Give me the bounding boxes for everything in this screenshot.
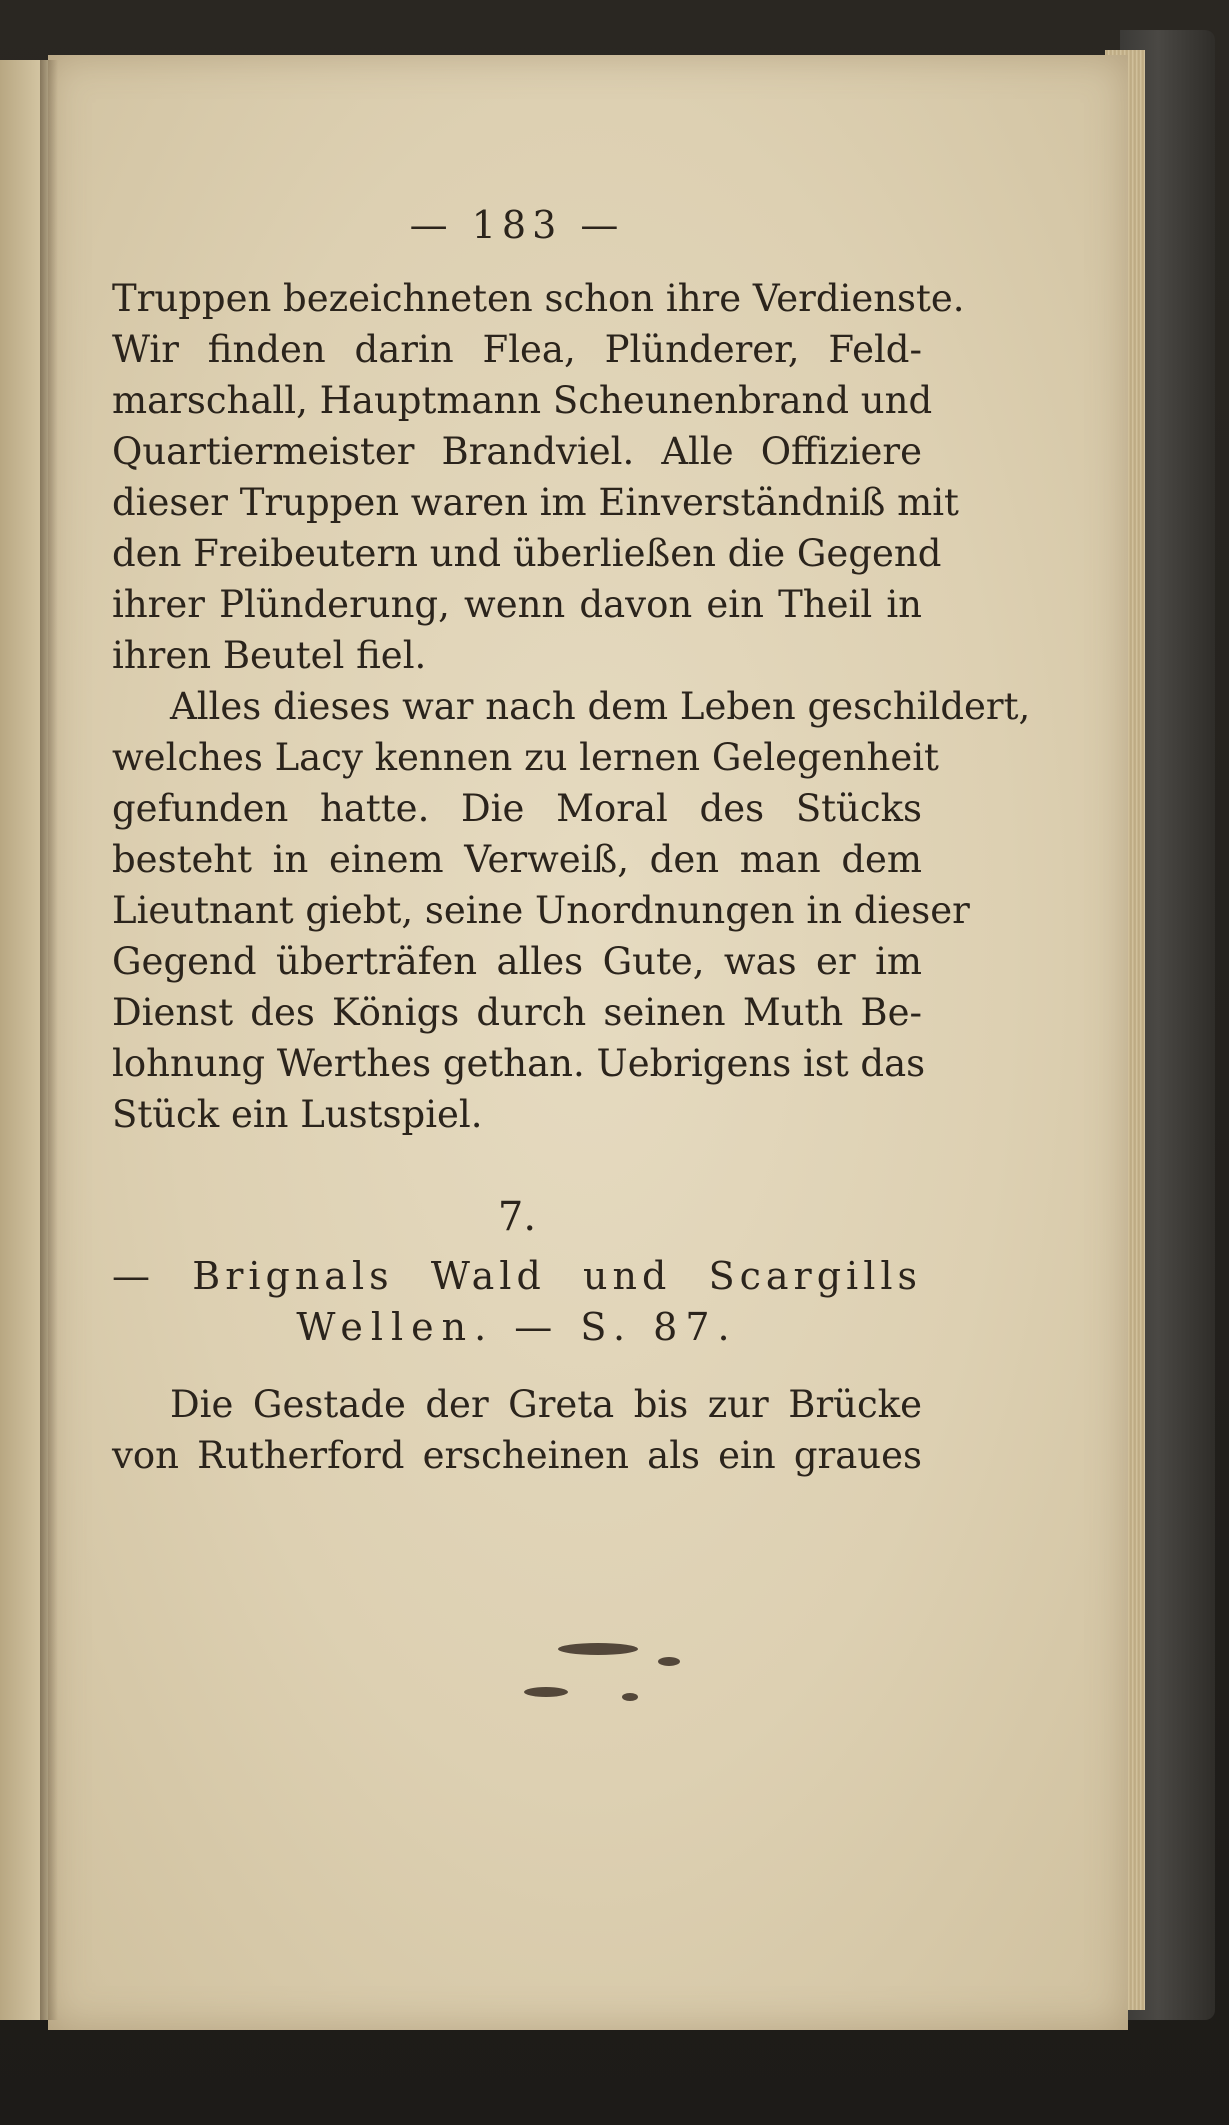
paragraph (112, 1379, 922, 1481)
text-line: dieser Truppen waren im Einverständniß mit (112, 481, 959, 524)
ink-smudge (658, 1657, 680, 1666)
heading-line: — Brignals Wald und Scargills (112, 1254, 922, 1298)
paragraph (112, 273, 965, 681)
text-line: Gegend überträfen alles Gute, was er im (112, 940, 922, 983)
text-line: Truppen bezeichneten schon ihre Verdienste. (112, 277, 965, 320)
text-line: Alles dieses war nach dem Leben geschildert, (170, 685, 1031, 728)
text-line: marschall, Hauptmann Scheunenbrand und (112, 379, 933, 422)
text-line: ihrer Plünderung, wenn davon ein Theil in (112, 583, 922, 626)
section-heading (112, 1251, 922, 1353)
text-line: besteht in einem Verweiß, den man dem (112, 838, 922, 881)
text-line: ihren Beutel fiel. (112, 634, 427, 677)
text-line: gefunden hatte. Die Moral des Stücks (112, 787, 922, 830)
text-line: Lieutnant giebt, seine Unordnungen in dieser (112, 889, 970, 932)
spacer (112, 1353, 922, 1379)
text-line: Wir finden darin Flea, Plünderer, Feld- (112, 328, 922, 371)
paragraph (112, 681, 1031, 1140)
section-number: 7. (497, 1194, 537, 1240)
ink-smudge (622, 1693, 638, 1701)
text-line: den Freibeutern und überließen die Gegend (112, 532, 942, 575)
ink-smudge (558, 1643, 638, 1655)
page-number: — 183 — (409, 203, 625, 247)
text-line: lohnung Werthes gethan. Uebrigens ist das (112, 1042, 926, 1085)
ink-smudge (524, 1687, 568, 1697)
text-line: welches Lacy kennen zu lernen Gelegenheit (112, 736, 939, 779)
text-line: Die Gestade der Greta bis zur Brücke (170, 1383, 922, 1426)
page-text (112, 200, 1031, 1481)
heading-line: Wellen. — S. 87. (296, 1305, 738, 1349)
spine-shadow (40, 60, 58, 2020)
text-line: Stück ein Lustspiel. (112, 1093, 483, 1136)
text-line: von Rutherford erscheinen als ein graues (112, 1434, 922, 1477)
text-line: Dienst des Königs durch seinen Muth Be- (112, 991, 922, 1034)
text-line: Quartiermeister Brandviel. Alle Offiziere (112, 430, 922, 473)
